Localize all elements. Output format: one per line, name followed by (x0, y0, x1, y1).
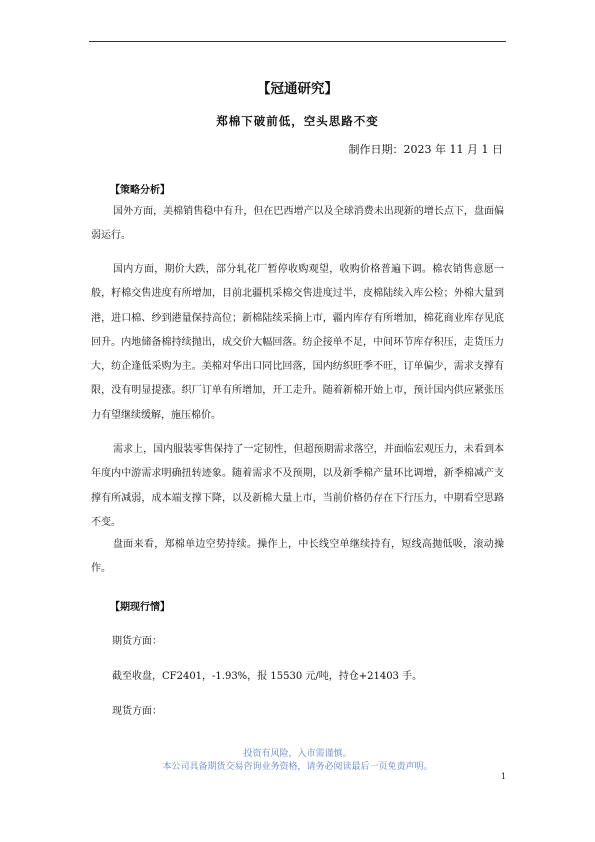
paragraph-overseas: 国外方面，美棉销售稳中有升，但在巴西增产以及全球消费未出现新的增长点下，盘面偏弱运行。 (91, 206, 504, 242)
page-number: 1 (500, 772, 506, 781)
report-subtitle: 郑棉下破前低，空头思路不变 (216, 114, 379, 128)
paragraph-market-view: 盘面来看，郑棉单边空势持续。操作上，中长线空单继续持有，短线高抛低吸，滚动操作。 (91, 539, 504, 575)
footer-qualification-note: 本公司具备期货交易咨询业务资格，请务必阅读最后一页免责声明。 (162, 762, 433, 772)
section-heading-market: 【期现行情】 (110, 602, 170, 613)
paragraph-domestic: 国内方面，期价大跌，部分轧花厂暂停收购观望，收购价格普遍下调。棉农销售意愿一般，籽棉交售进度有所增加，目前北疆机采棉交售进度过半，皮棉陆续入库公检；外棉大量到港，进口棉、纱到港量保持高位；新棉陆续采摘上市，疆内库存有所增加，棉花商业库存见底回升。内地储备棉持续抛出，成交价大幅回落。纺企接单不足，中间环节库存积压，走货压力大，纺企逢低采购为主。美棉对华出口同比回落，国内纺织旺季不旺，订单偏少，需求支撑有限，没有明显提涨。织厂订单有所增加，开工走升。随着新棉开始上市，预计国内供应紧张压力有望继续缓解，施压棉价。 (91, 264, 504, 421)
footer-risk-warning: 投资有风险，入市需谨慎。 (243, 749, 352, 759)
futures-label: 期货方面： (112, 636, 162, 647)
spot-label: 现货方面： (112, 706, 162, 717)
paragraph-demand: 需求上，国内服装零售保持了一定韧性，但超预期需求落空，并面临宏观压力，未看到本年度内中游需求明确扭转迹象。随着需求不及预期，以及新季棉产量环比调增，新季棉减产支撑有所减弱，成本端支撑下降，以及新棉大量上市，当前价格仍存在下行压力，中期看空思路不变。 (91, 444, 504, 528)
futures-quote: 截至收盘，CF2401，-1.93%，报 15530 元/吨，持仓+21403 手。 (112, 671, 423, 682)
report-date: 制作日期：2023 年 11 月 1 日 (348, 143, 503, 156)
report-title: 【冠通研究】 (257, 81, 338, 97)
header-rule (89, 41, 506, 42)
section-heading-strategy: 【策略分析】 (110, 185, 170, 196)
footer-disclaimer (0, 748, 595, 774)
